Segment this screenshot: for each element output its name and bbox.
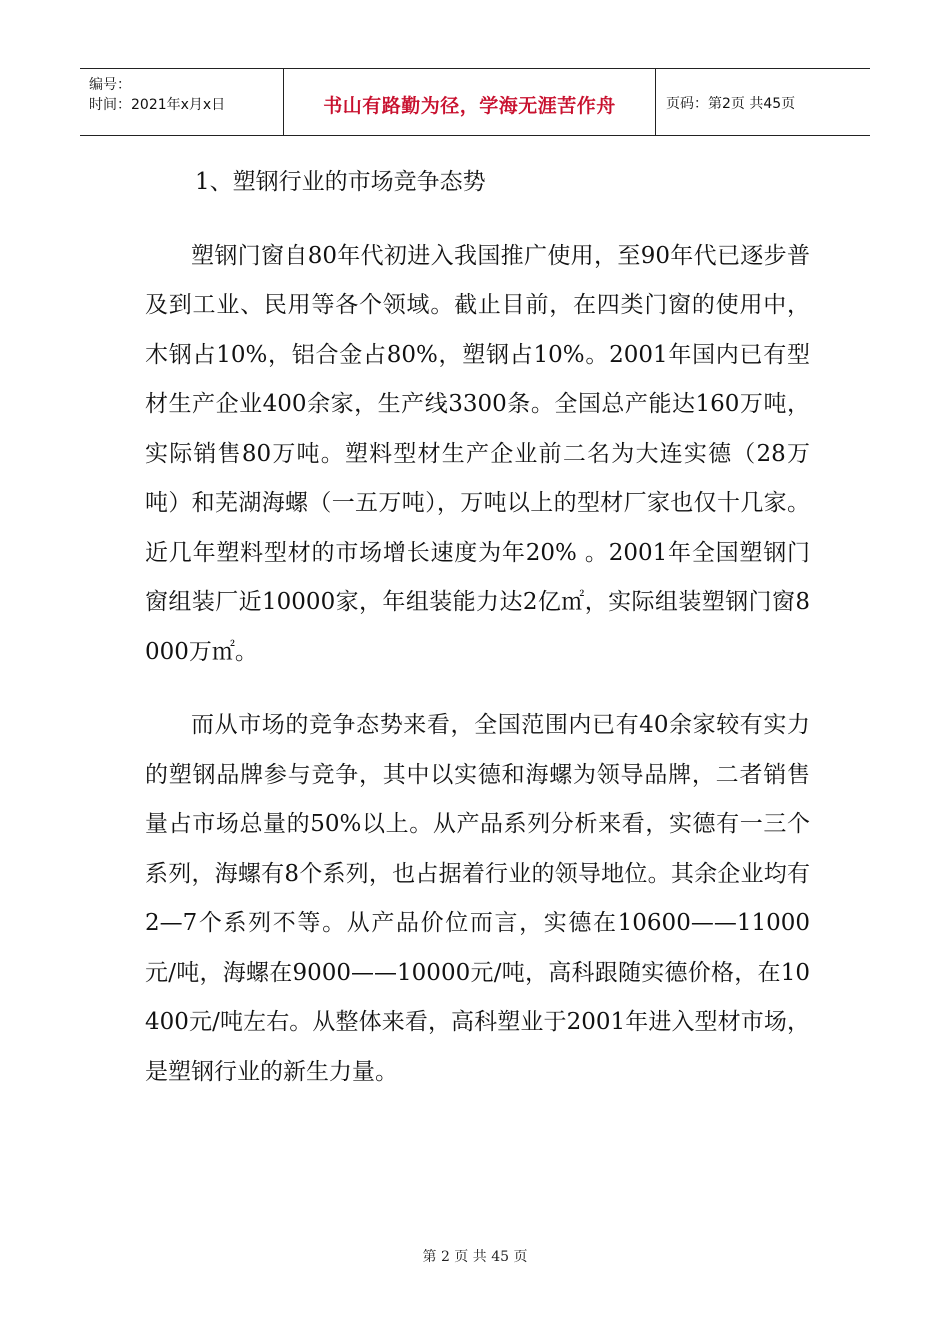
header-motto-cell [284, 69, 656, 135]
header-motto: 书山有路勤为径，学海无涯苦作舟 [323, 94, 616, 117]
document-body [145, 158, 810, 1121]
header-page-info: 页码：第2页 共45页 [666, 96, 796, 112]
document-number-label: 编号： [89, 77, 131, 93]
page-footer: 第 2 页 共 45 页 [422, 1249, 528, 1265]
body-paragraph-2: 而从市场的竞争态势来看，全国范围内已有40余家较有实力的塑钢品牌参与竞争，其中以实德和海螺为领导品牌，二者销售量占市场总量的50%以上。从产品系列分析来看，实德有一三个系列，海螺有8个系列，也占据着行业的领导地位。其余企业均有2—7个系列不等。从产品价位而言，实德在10600——11000元/吨，海螺在9000——10000元/吨，高科跟随实德价格，在10400元/吨左右。从整体来看，高科塑业于2001年进入型材市场，是塑钢行业的新生力量。 [145, 712, 810, 1085]
header-meta [80, 69, 284, 135]
document-header [80, 68, 870, 136]
document-time-label: 时间：2021年x月x日 [89, 97, 226, 113]
section-heading: 1、塑钢行业的市场竞争态势 [195, 169, 486, 195]
header-page-info-cell [656, 69, 870, 135]
body-paragraph-1: 塑钢门窗自80年代初进入我国推广使用，至90年代已逐步普及到工业、民用等各个领域。截止目前，在四类门窗的使用中，木钢占10%，铝合金占80%，塑钢占10%。2001年国内已有型材生产企业400余家，生产线3300条。全国总产能达160万吨，实际销售80万吨。塑料型材生产企业前二名为大连实德（28万吨）和芜湖海螺（一五万吨），万吨以上的型材厂家也仅十几家。近几年塑料型材的市场增长速度为年20% 。2001年全国塑钢门窗组装厂近10000家，年组装能力达2亿㎡，实际组装塑钢门窗8000万㎡。 [145, 242, 810, 665]
